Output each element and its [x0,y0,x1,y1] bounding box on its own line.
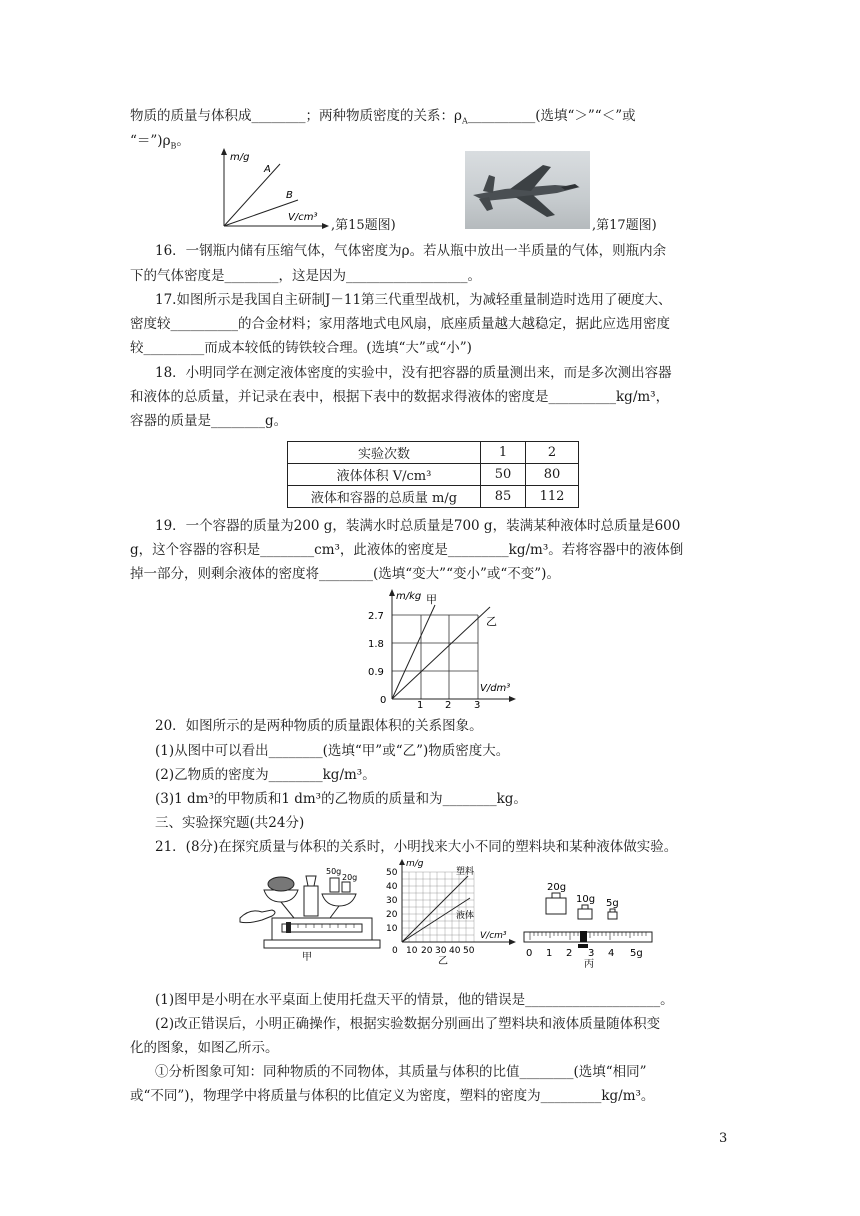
table-cell: 液体体积 V/cm³ [288,464,481,486]
q17-line1: 17.如图所示是我国自主研制J－11第三代重型战机，为减轻重量制造时选用了硬度大、 [155,292,672,308]
q16-line1: 16．一钢瓶内储有压缩气体，气体密度为ρ。若从瓶中放出一半质量的气体，则瓶内余 [155,243,667,259]
fig20-series-jia: 甲 [426,593,437,606]
fig15-caption: ,第15题图) [331,218,396,233]
rho-b-subscript: B [170,141,177,151]
fig15-line-a [224,164,280,226]
q18-data-table [287,441,579,508]
rho-a-subscript: A [461,116,468,126]
q21-part2-line2: 化的图象，如图乙所示。 [130,1040,279,1056]
table-cell: 85 [481,486,526,508]
table-cell: 50 [481,464,526,486]
fig20-ytick: 0.9 [368,667,384,678]
q20-part3: (3)1 dm³的甲物质和1 dm³的乙物质的质量和为________kg。 [155,791,527,807]
q19-line3: 掉一部分，则剩余液体的密度将________(选填“变大”“变小”或“不变”)。 [130,566,560,582]
weight-label: 50g [326,867,342,876]
liquid-label: 液体 [456,911,475,921]
scale-tick: 2 [566,948,573,959]
fig20-line-jia [392,605,435,699]
weight-label: 20g [547,882,567,893]
ytick: 30 [386,896,398,906]
q15-text-2: __________(选填“＞”“＜”或 [467,108,636,124]
weight-label: 5g [606,898,619,909]
fig15-graph [210,148,330,232]
xtick: 0 [392,946,398,956]
q15-text-1: 物质的质量与体积成________；两种物质密度的关系：ρ [130,108,462,124]
fig20-ytick: 0 [380,695,387,706]
fig17-caption: ,第17题图) [592,218,657,233]
weight-label: 10g [576,894,596,905]
xtick: 40 [449,946,461,956]
page-number: 3 [719,1131,728,1146]
q18-line2: 和液体的总质量，并记录在表中，根据下表中的数据求得液体的密度是__________kg/m³， [130,389,670,405]
xtick: 30 [435,946,447,956]
scale-tick: 3 [588,948,595,959]
q21-part2-line1: (2)改正错误后，小明正确操作，根据实验数据分别画出了塑料块和液体质量随体积变 [155,1016,661,1032]
fig20-ytick: 1.8 [368,639,384,650]
table-cell: 液体和容器的总质量 m/g [288,486,481,508]
fig21-yi-xlabel: V/cm³ [480,931,507,941]
q15-text-3: “＝”)ρ [130,133,171,149]
q20-part2: (2)乙物质的密度为________kg/m³。 [155,767,376,783]
fig20-series-yi: 乙 [486,615,497,628]
scale-tick: 5g [630,948,643,959]
fig15-xlabel: V/cm³ [288,212,318,223]
xtick: 10 [406,946,418,956]
table-cell: 112 [526,486,579,508]
fig20-ytick: 2.7 [368,611,384,622]
fig21-yi-caption: 乙 [438,956,448,966]
ytick: 20 [386,910,398,920]
fig20-xtick: 2 [445,700,452,709]
plastic-label: 塑料 [456,867,475,877]
q19-line1: 19．一个容器的质量为200 g，装满水时总质量是700 g，装满某种液体时总质量是600 [155,518,681,534]
fig20-ylabel: m/kg [396,591,422,602]
q15-line2 [130,131,190,157]
q18-line1: 18．小明同学在测定液体密度的实验中，没有把容器的质量测出来，而是多次测出容器 [155,365,672,381]
fig20-graph [360,587,520,709]
ytick: 40 [386,882,398,892]
scale-tick: 1 [546,948,553,959]
q21-part3-line2: 或“不同”)，物理学中将质量与体积的比值定义为密度，塑料的密度为_________kg/m³。 [130,1088,655,1104]
section-3-heading: 三、实验探究题(共24分) [155,815,305,831]
fighter-jet-photo [465,151,590,229]
ytick: 50 [386,868,398,878]
ytick: 10 [386,924,398,934]
q21-part1: (1)图甲是小明在水平桌面上使用托盘天平的情景，他的错误是____________________。 [155,992,674,1008]
fig15-ylabel: m/g [230,152,250,163]
table-cell: 2 [526,442,579,464]
q21-part3-line1: ①分析图象可知：同种物质的不同物体，其质量与体积的比值________(选填“相同” [155,1064,647,1080]
fig21-jia-caption: 甲 [302,952,312,962]
scale-tick: 0 [526,948,533,959]
q18-line3: 容器的质量是________g。 [130,413,288,429]
fig21-weights-and-scale [520,880,660,968]
table-cell: 80 [526,464,579,486]
fig21-mass-volume-graph [382,858,520,966]
fig21-yi-ylabel: m/g [406,859,424,869]
xtick: 50 [463,946,475,956]
fig20-line-yi [392,607,490,699]
weight-label: 20g [342,873,358,882]
fig20-xtick: 1 [417,700,424,709]
fig20-xtick: 3 [474,700,481,709]
fig21-balance-scale [238,862,383,962]
fig15-label-a: A [264,164,271,175]
table-row [288,442,579,464]
q20-part1: (1)从图中可以看出________(选填“甲”或“乙”)物质密度大。 [155,743,510,759]
scale-tick: 4 [608,948,615,959]
q16-line2: 下的气体密度是________，这是因为__________________。 [130,268,481,284]
q19-line2: g，这个容器的容积是________cm³，此液体的密度是_________kg/m³。若将容器中的液体倒 [130,542,684,558]
q21-line: 21．(8分)在探究质量与体积的关系时，小明找来大小不同的塑料块和某种液体做实验。 [155,839,678,855]
q17-line3: 较_________而成本较低的铸铁较合理。(选填“大”或“小”) [130,340,472,356]
fig21-bing-caption: 丙 [584,959,594,968]
fig15-label-b: B [286,190,293,201]
q15-text-4: 。 [176,133,190,149]
table-row [288,464,579,486]
xtick: 20 [421,946,433,956]
fig20-xlabel: V/dm³ [480,683,511,694]
q17-line2: 密度较__________的合金材料；家用落地式电风扇，底座质量越大越稳定，据此应选用密度 [130,316,670,332]
table-cell: 1 [481,442,526,464]
table-cell: 实验次数 [288,442,481,464]
rider-marker [580,931,587,942]
q20-line: 20．如图所示的是两种物质的质量跟体积的关系图象。 [155,718,483,734]
table-row [288,486,579,508]
q15-line1 [130,106,636,132]
